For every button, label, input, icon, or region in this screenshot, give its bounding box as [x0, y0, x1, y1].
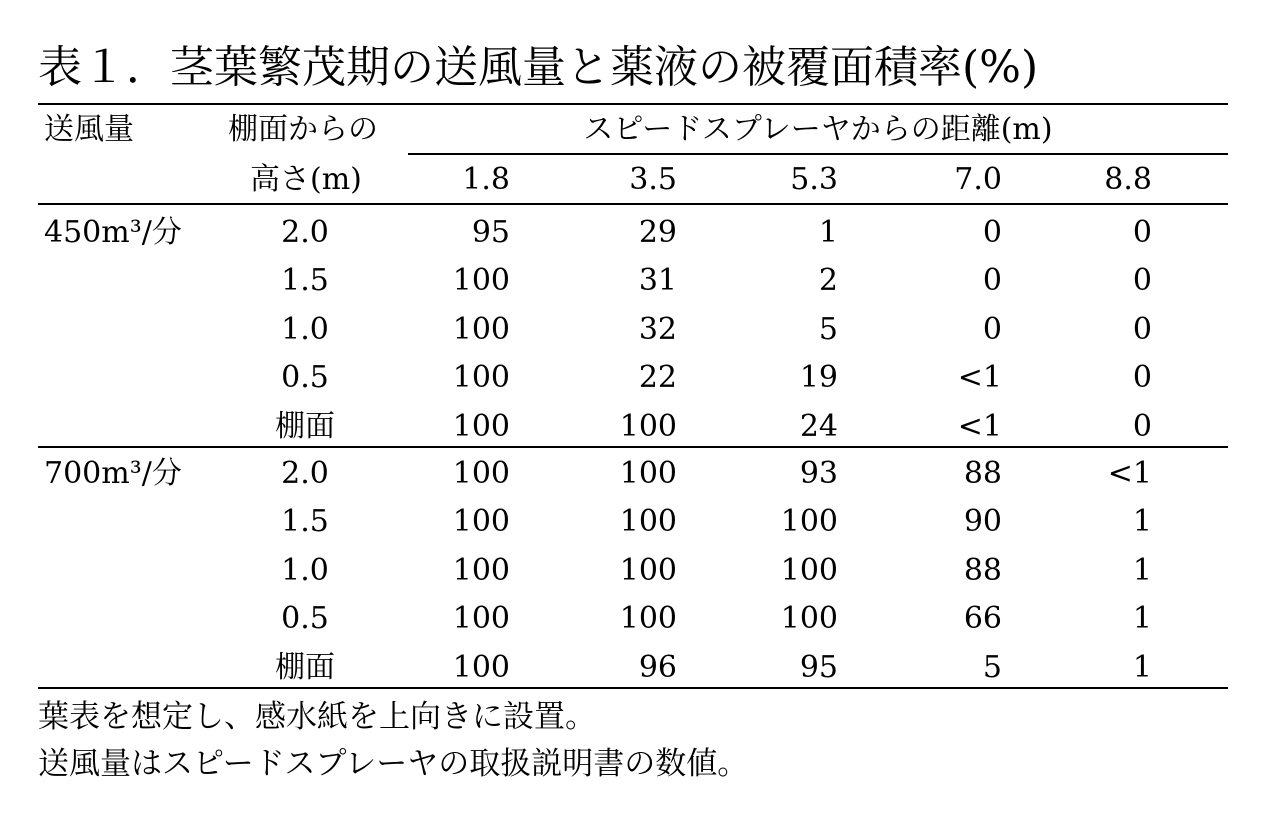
- height-cell: 1.0: [281, 552, 329, 588]
- coverage-cell: <1: [957, 408, 1002, 444]
- coverage-cell: 0: [982, 263, 1002, 299]
- coverage-cell: 100: [780, 504, 838, 540]
- coverage-cell: 100: [452, 263, 510, 299]
- header-height-line2: 高さ(m): [250, 162, 362, 197]
- height-cell: 1.0: [281, 311, 329, 347]
- header-distance-3: 5.3: [790, 162, 838, 197]
- coverage-cell: 100: [619, 408, 677, 444]
- coverage-cell: 100: [452, 601, 510, 637]
- coverage-cell: 100: [452, 649, 510, 685]
- coverage-cell: 100: [619, 552, 677, 588]
- coverage-cell: 31: [638, 263, 677, 299]
- coverage-cell: 100: [452, 408, 510, 444]
- airflow-label: 700m³/分: [44, 456, 182, 491]
- height-cell: 0.5: [281, 360, 329, 396]
- coverage-cell: 88: [963, 552, 1002, 588]
- coverage-cell: 2: [818, 263, 838, 299]
- coverage-cell: 1: [1132, 649, 1152, 685]
- coverage-cell: 1: [818, 215, 838, 250]
- header-bottom-rule: [38, 203, 1228, 205]
- coverage-cell: 95: [799, 649, 838, 685]
- coverage-cell: 29: [638, 215, 677, 250]
- coverage-cell: 96: [638, 649, 677, 685]
- coverage-cell: 100: [619, 601, 677, 637]
- note-2: 送風量はスピードスプレーヤの取扱説明書の数値。: [38, 746, 749, 782]
- top-rule: [38, 103, 1228, 105]
- coverage-cell: 0: [1132, 215, 1152, 250]
- height-cell: 棚面: [275, 649, 335, 685]
- height-cell: 2.0: [281, 456, 329, 491]
- coverage-cell: 24: [799, 408, 838, 444]
- coverage-cell: 32: [638, 311, 677, 347]
- coverage-cell: 88: [963, 456, 1002, 491]
- coverage-cell: 100: [452, 311, 510, 347]
- coverage-cell: <1: [957, 360, 1002, 396]
- header-distance-1: 1.8: [462, 162, 510, 197]
- header-distance-4: 7.0: [954, 162, 1002, 197]
- coverage-cell: 100: [780, 552, 838, 588]
- coverage-cell: 5: [818, 311, 838, 347]
- coverage-cell: 100: [452, 360, 510, 396]
- coverage-cell: 0: [982, 215, 1002, 250]
- height-cell: 0.5: [281, 601, 329, 637]
- coverage-cell: 1: [1132, 504, 1152, 540]
- height-cell: 棚面: [275, 408, 335, 444]
- coverage-cell: <1: [1107, 456, 1152, 491]
- coverage-cell: 0: [1132, 311, 1152, 347]
- coverage-cell: 0: [982, 311, 1002, 347]
- coverage-cell: 1: [1132, 601, 1152, 637]
- header-distance-group: スピードスプレーヤからの距離(m): [583, 112, 1053, 147]
- coverage-cell: 5: [982, 649, 1002, 685]
- coverage-cell: 100: [452, 552, 510, 588]
- header-distance-2: 3.5: [629, 162, 677, 197]
- coverage-cell: 0: [1132, 360, 1152, 396]
- header-distance-5: 8.8: [1104, 162, 1152, 197]
- coverage-cell: 100: [780, 601, 838, 637]
- note-1: 葉表を想定し、感水紙を上向きに設置。: [38, 699, 596, 735]
- height-cell: 1.5: [281, 504, 329, 540]
- height-cell: 2.0: [281, 215, 329, 250]
- distance-group-rule: [408, 153, 1228, 155]
- height-cell: 1.5: [281, 263, 329, 299]
- coverage-cell: 95: [471, 215, 510, 250]
- coverage-cell: 93: [799, 456, 838, 491]
- header-airflow: 送風量: [44, 112, 134, 147]
- coverage-cell: 0: [1132, 263, 1152, 299]
- table-title: 表１．茎葉繁茂期の送風量と薬液の被覆面積率(%): [38, 42, 1039, 93]
- coverage-cell: 66: [963, 601, 1002, 637]
- coverage-cell: 90: [963, 504, 1002, 540]
- coverage-cell: 1: [1132, 552, 1152, 588]
- coverage-cell: 100: [452, 456, 510, 491]
- coverage-cell: 22: [638, 360, 677, 396]
- coverage-cell: 100: [452, 504, 510, 540]
- airflow-label: 450m³/分: [44, 215, 182, 250]
- header-height-line1: 棚面からの: [228, 112, 378, 147]
- coverage-cell: 100: [619, 504, 677, 540]
- coverage-cell: 0: [1132, 408, 1152, 444]
- coverage-cell: 19: [799, 360, 838, 396]
- coverage-cell: 100: [619, 456, 677, 491]
